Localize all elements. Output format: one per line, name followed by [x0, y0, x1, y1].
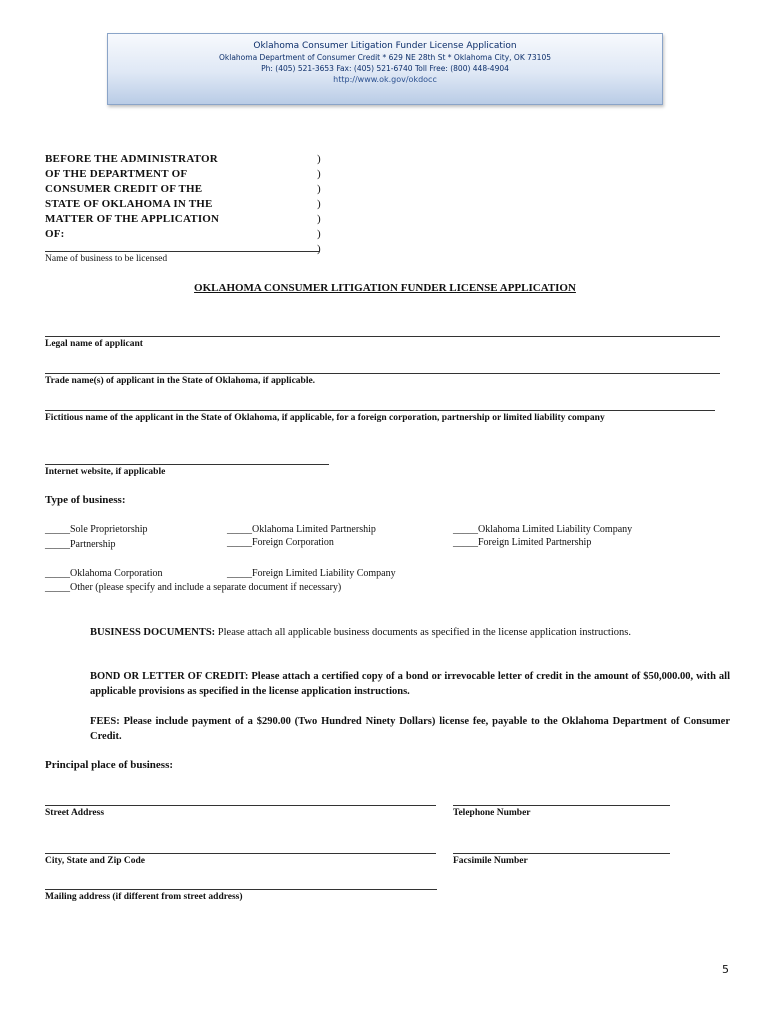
street-address-label: Street Address: [45, 808, 105, 818]
paren: ): [317, 213, 321, 225]
option-oklahoma-corporation[interactable]: [45, 568, 162, 579]
page-number: 5: [722, 963, 729, 976]
legal-name-line[interactable]: [45, 336, 720, 337]
website-label: Internet website, if applicable: [45, 467, 166, 477]
letterhead-title: Oklahoma Consumer Litigation Funder License Application: [253, 41, 517, 51]
option-foreign-limited-partnership[interactable]: [453, 537, 591, 548]
option-blank[interactable]: _____: [45, 582, 70, 593]
option-blank[interactable]: _____: [227, 524, 252, 535]
letterhead-url[interactable]: http://www.ok.gov/okdocc: [333, 75, 437, 84]
paren: ): [317, 153, 321, 165]
paren: ): [317, 183, 321, 195]
fictitious-name-line[interactable]: [45, 410, 715, 411]
option-label: Foreign Limited Partnership: [478, 537, 592, 548]
fax-label: Facsimile Number: [453, 856, 528, 866]
trade-name-line[interactable]: [45, 373, 720, 374]
letterhead-box: [107, 33, 663, 105]
option-label: Partnership: [70, 539, 116, 550]
fees-instruction: [90, 714, 730, 744]
option-blank[interactable]: _____: [227, 537, 252, 548]
website-line[interactable]: [45, 464, 329, 465]
letterhead-address: Oklahoma Department of Consumer Credit * 629 NE 28th St * Oklahoma City, OK 73105: [219, 53, 551, 62]
caption-line: CONSUMER CREDIT OF THE: [45, 183, 203, 195]
option-label: Oklahoma Limited Liability Company: [478, 524, 633, 535]
option-blank[interactable]: _____: [453, 537, 478, 548]
option-label: Oklahoma Limited Partnership: [252, 524, 376, 535]
telephone-label: Telephone Number: [453, 808, 531, 818]
street-address-line[interactable]: [45, 805, 436, 806]
instruction-heading: FEES:: [90, 716, 120, 727]
principal-place-heading: Principal place of business:: [45, 759, 174, 771]
option-blank[interactable]: _____: [227, 568, 252, 579]
fax-line[interactable]: [453, 853, 670, 854]
mailing-address-label: Mailing address (if different from street address): [45, 892, 243, 902]
caption-parens: [317, 152, 321, 257]
business-name-line[interactable]: [45, 251, 319, 252]
city-state-zip-label: City, State and Zip Code: [45, 856, 146, 866]
option-foreign-llc[interactable]: [227, 568, 396, 579]
option-blank[interactable]: _____: [453, 524, 478, 535]
instruction-heading: BOND OR LETTER OF CREDIT:: [90, 671, 249, 682]
option-label: Foreign Limited Liability Company: [252, 568, 396, 579]
caption-line: MATTER OF THE APPLICATION: [45, 213, 220, 225]
city-state-zip-line[interactable]: [45, 853, 436, 854]
legal-name-label: Legal name of applicant: [45, 339, 143, 349]
option-label: Sole Proprietorship: [70, 524, 148, 535]
option-partnership[interactable]: [45, 539, 116, 550]
letterhead-phones: Ph: (405) 521-3653 Fax: (405) 521-6740 Toll Free: (800) 448-4904: [261, 64, 509, 73]
business-documents-instruction: [90, 625, 730, 640]
option-label: Foreign Corporation: [252, 537, 334, 548]
instruction-text: Please attach a certified copy of a bond or irrevocable letter of credit in the amount of $50,000.00, with all applicable provisions as specified in the license application instructions.: [90, 671, 730, 697]
instruction-text: Please attach all applicable business documents as specified in the license application instructions.: [215, 627, 631, 638]
paren: ): [317, 198, 321, 210]
instruction-text: Please include payment of a $290.00 (Two Hundred Ninety Dollars) license fee, payable to the Oklahoma Department of Consumer Credit.: [90, 716, 730, 742]
option-other[interactable]: [45, 582, 341, 593]
option-blank[interactable]: _____: [45, 524, 70, 535]
mailing-address-line[interactable]: [45, 889, 437, 890]
bond-instruction: [90, 669, 730, 699]
paren: ): [317, 243, 321, 255]
telephone-line[interactable]: [453, 805, 670, 806]
form-title: OKLAHOMA CONSUMER LITIGATION FUNDER LICENSE APPLICATION: [194, 282, 576, 294]
caption-line: OF THE DEPARTMENT OF: [45, 168, 188, 180]
business-type-heading: Type of business:: [45, 494, 126, 506]
option-blank[interactable]: _____: [45, 568, 70, 579]
fictitious-name-label: Fictitious name of the applicant in the State of Oklahoma, if applicable, for a foreign corporation, partnership or limited liability company: [45, 413, 605, 423]
paren: ): [317, 228, 321, 240]
caption-line: BEFORE THE ADMINISTRATOR: [45, 153, 218, 165]
case-caption: [45, 152, 219, 242]
option-blank[interactable]: _____: [45, 539, 70, 550]
paren: ): [317, 168, 321, 180]
option-label: Other (please specify and include a separate document if necessary): [70, 582, 342, 593]
option-label: Oklahoma Corporation: [70, 568, 163, 579]
caption-line: OF:: [45, 228, 65, 240]
instruction-heading: BUSINESS DOCUMENTS:: [90, 627, 216, 638]
trade-name-label: Trade name(s) of applicant in the State of Oklahoma, if applicable.: [45, 376, 316, 386]
option-sole-proprietorship[interactable]: [45, 524, 148, 535]
option-foreign-corporation[interactable]: [227, 537, 334, 548]
option-oklahoma-limited-partnership[interactable]: [227, 524, 376, 535]
caption-line: STATE OF OKLAHOMA IN THE: [45, 198, 213, 210]
option-oklahoma-llc[interactable]: [453, 524, 632, 535]
business-name-label: Name of business to be licensed: [45, 254, 168, 264]
